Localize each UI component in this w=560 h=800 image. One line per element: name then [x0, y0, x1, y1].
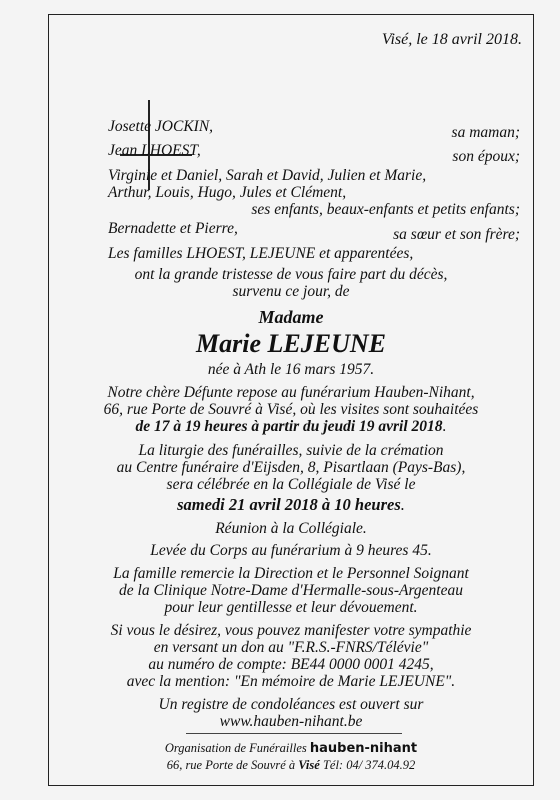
mourner-relation: son époux;	[452, 148, 520, 165]
mourner-name: Bernadette et Pierre,	[108, 220, 238, 237]
mourner-name: Virginie et Daniel, Sarah et David, Julien et Marie,	[108, 167, 427, 184]
liturgy-line: La liturgie des funérailles, suivie de la crémation	[138, 442, 444, 459]
footer-address-prefix: 66, rue Porte de Souvré à	[166, 758, 296, 772]
levee-line: Levée du Corps au funérarium à 9 heures 45.	[150, 542, 432, 559]
meeting-line: Réunion à la Collégiale.	[215, 520, 367, 537]
visitation-line: Notre chère Défunte repose au funérarium Hauben-Nihant,	[107, 384, 475, 401]
announcement-line: ont la grande tristesse de vous faire part du décès,	[134, 266, 448, 283]
mourner-relation: sa sœur et son frère;	[393, 226, 520, 243]
liturgy-line: sera célébrée en la Collégiale de Visé le	[166, 476, 416, 493]
condolences-line: Un registre de condoléances est ouvert sur	[158, 696, 424, 713]
footer-brand-logo: hauben-nihant	[309, 741, 418, 756]
footer-organisation	[48, 741, 534, 756]
footer-divider	[186, 733, 402, 734]
announcement-line: survenu ce jour, de	[232, 283, 350, 300]
date-line: Visé, le 18 avril 2018.	[381, 31, 522, 48]
liturgy-date-bold: samedi 21 avril 2018 à 10 heures	[177, 495, 401, 514]
liturgy-date	[48, 495, 534, 515]
donation-line: avec la mention: "En mémoire de Marie LEJEUNE".	[126, 673, 456, 690]
mourner-name: Josette JOCKIN,	[108, 118, 214, 135]
honorific: Madame	[258, 307, 324, 327]
visitation-hours-end: .	[442, 418, 447, 435]
thanks-line: La famille remercie la Direction et le Personnel Soignant	[113, 565, 469, 582]
mourner-name: Arthur, Louis, Hugo, Jules et Clément,	[108, 184, 347, 201]
mourner-relation: sa maman;	[451, 124, 520, 141]
mourner-name: Jean LHOEST,	[108, 142, 201, 159]
thanks-line: de la Clinique Notre-Dame d'Hermalle-sous-Argenteau	[119, 582, 463, 599]
condolences-website[interactable]: www.hauben-nihant.be	[219, 713, 363, 730]
birth-line: née à Ath le 16 mars 1957.	[207, 361, 375, 378]
deceased-name: Marie LEJEUNE	[196, 329, 386, 358]
donation-line: en versant un don au "F.R.S.-FNRS/Télévie"	[153, 639, 429, 656]
footer-address	[48, 758, 534, 773]
thanks-line: pour leur gentillesse et leur dévouement.	[164, 599, 418, 616]
liturgy-date-end: .	[400, 495, 405, 514]
footer-org-prefix: Organisation de Funérailles	[164, 741, 307, 755]
mourner-relation: ses enfants, beaux-enfants et petits enfants;	[251, 201, 520, 218]
visitation-hours-bold: de 17 à 19 heures à partir du jeudi 19 avril 2018	[135, 418, 443, 435]
donation-line: au numéro de compte: BE44 0000 0001 4245,	[148, 656, 434, 673]
liturgy-line: au Centre funéraire d'Eijsden, 8, Pisartlaan (Pays-Bas),	[116, 459, 466, 476]
footer-phone: Tél: 04/ 374.04.92	[322, 758, 416, 772]
donation-line: Si vous le désirez, vous pouvez manifester votre sympathie	[110, 622, 472, 639]
visitation-hours	[48, 418, 534, 436]
footer-city: Visé	[298, 758, 320, 772]
visitation-line: 66, rue Porte de Souvré à Visé, où les visites sont souhaitées	[103, 401, 479, 418]
mourner-name: Les familles LHOEST, LEJEUNE et apparentées,	[108, 245, 414, 262]
